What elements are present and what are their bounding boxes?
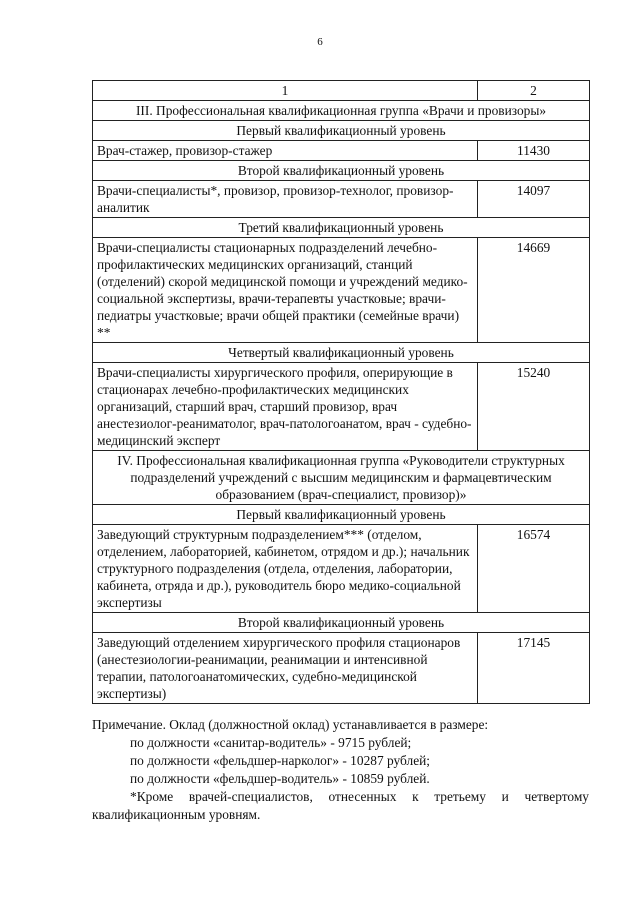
- notes-block: [92, 716, 589, 824]
- table-row: [93, 363, 590, 451]
- level-row: [93, 161, 590, 181]
- level-title: Третий квалификационный уровень: [93, 218, 590, 238]
- salary-value: 11430: [478, 141, 590, 161]
- table-row: [93, 238, 590, 343]
- table-row: [93, 181, 590, 218]
- page-number: 6: [317, 36, 323, 48]
- note-item: по должности «фельдшер-водитель» - 10859 рублей.: [130, 771, 430, 786]
- level-row: [93, 121, 590, 141]
- salary-table: [92, 80, 590, 704]
- column-header: 1: [93, 81, 478, 101]
- level-title: Второй квалификационный уровень: [93, 613, 590, 633]
- note-item: по должности «фельдшер-нарколог» - 10287 рублей;: [130, 753, 431, 768]
- level-title: Первый квалификационный уровень: [93, 121, 590, 141]
- level-title: Первый квалификационный уровень: [93, 505, 590, 525]
- level-title: Второй квалификационный уровень: [93, 161, 590, 181]
- level-row: [93, 218, 590, 238]
- level-title: Четвертый квалификационный уровень: [93, 343, 590, 363]
- salary-value: 14669: [478, 238, 590, 343]
- salary-value: 17145: [478, 633, 590, 704]
- group-title: IV. Профессиональная квалификационная группа «Руководители структурных подразделений учреждений с высшим медицинским и фармацевтическим образованием (врач-специалист, провизор)»: [93, 451, 590, 505]
- level-row: [93, 613, 590, 633]
- column-header: 2: [478, 81, 590, 101]
- table-row: [93, 525, 590, 613]
- position-name: Врачи-специалисты*, провизор, провизор-технолог, провизор-аналитик: [93, 181, 478, 218]
- salary-value: 16574: [478, 525, 590, 613]
- position-name: Заведующий структурным подразделением*** (отделом, отделением, лабораторией, кабинетом, отрядом и др.); начальник структурного подразделения (отдела, отделения, лаборатории, кабинета, отряда и др.), руководитель бюро медико-социальной экспертизы: [93, 525, 478, 613]
- footnote: *Кроме врачей-специалистов, отнесенных к третьему и четвертому квалификационным уровням.: [92, 789, 589, 822]
- position-name: Заведующий отделением хирургического профиля стационаров (анестезиологии-реанимации, реанимации и интенсивной терапии, патологоанатомических, судебно-медицинской экспертизы): [93, 633, 478, 704]
- salary-value: 15240: [478, 363, 590, 451]
- note-intro: Примечание. Оклад (должностной оклад) устанавливается в размере:: [92, 717, 489, 732]
- position-name: Врачи-специалисты хирургического профиля, оперирующие в стационарах лечебно-профилактических медицинских организаций, старший врач, старший провизор, врач анестезиолог-реаниматолог, врач-патологоанатом, врач - судебно-медицинский эксперт: [93, 363, 478, 451]
- group-title: III. Профессиональная квалификационная группа «Врачи и провизоры»: [93, 101, 590, 121]
- salary-value: 14097: [478, 181, 590, 218]
- note-item: по должности «санитар-водитель» - 9715 рублей;: [130, 735, 412, 750]
- table-row: [93, 141, 590, 161]
- table-row: [93, 633, 590, 704]
- group-row: [93, 451, 590, 505]
- position-name: Врачи-специалисты стационарных подразделений лечебно-профилактических медицинских организаций, станций (отделений) скорой медицинской помощи и учреждений медико-социальной экспертизы, врачи-терапевты участковые; врачи-педиатры участковые; врачи общей практики (семейные врачи) **: [93, 238, 478, 343]
- position-name: Врач-стажер, провизор-стажер: [93, 141, 478, 161]
- level-row: [93, 505, 590, 525]
- level-row: [93, 343, 590, 363]
- group-row: [93, 101, 590, 121]
- table-header-row: [93, 81, 590, 101]
